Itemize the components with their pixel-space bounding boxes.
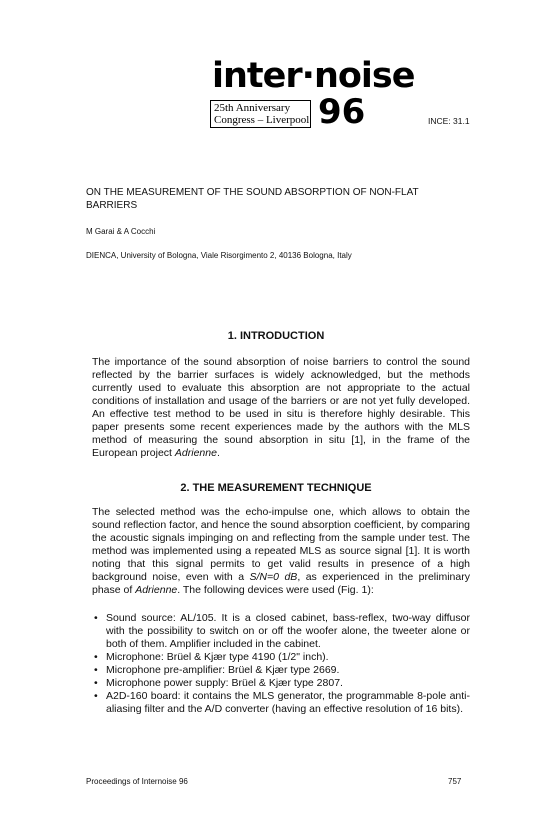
intro-text-end: . [216, 447, 220, 459]
intro-project-name: Adrienne [174, 447, 217, 459]
list-item: • A2D-160 board: it contains the MLS generator, the programmable 8-pole anti-aliasing filter and the A/D converter (having an effective resolution of 16 bits). [92, 690, 470, 716]
anniversary-line-2: Congress – Liverpool [214, 114, 310, 126]
conference-logo: inter·noise [212, 56, 415, 96]
measurement-project-name: Adrienne [135, 584, 178, 596]
paper-title: ON THE MEASUREMENT OF THE SOUND ABSORPTION OF NON-FLAT BARRIERS [86, 187, 419, 211]
paper-authors: M Garai & A Cocchi [86, 227, 156, 236]
measurement-paragraph [92, 506, 470, 597]
paper-code: INCE: 31.1 [428, 116, 470, 126]
anniversary-box [210, 100, 311, 128]
device-list [92, 612, 470, 716]
section-heading-introduction: 1. INTRODUCTION [227, 330, 325, 342]
list-item: • Microphone: Brüel & Kjær type 4190 (1/2" inch). [92, 651, 470, 664]
list-item: • Microphone pre-amplifier: Brüel & Kjær type 2669. [92, 664, 470, 677]
anniversary-line-1: 25th Anniversary [214, 102, 291, 114]
introduction-paragraph [92, 356, 470, 460]
measurement-text-a: The selected method was the echo-impulse one, which allows to obtain the sound reflection factor, and hence the sound absorption coefficient, by comparing the acoustic signals impinging on and reflecting from the sample under test. The method was implemented using a repeated MLS as source signal [1]. It is worth noting that this signal permits to get valid results in presence of a high background noise, even with a [92, 506, 470, 583]
measurement-text-b: , as experienced in the preliminary phase of [92, 571, 470, 596]
paper-affiliation: DIENCA, University of Bologna, Viale Risorgimento 2, 40136 Bologna, Italy [86, 251, 352, 260]
measurement-snr: S/N=0 dB [249, 571, 298, 583]
section-heading-measurement: 2. THE MEASUREMENT TECHNIQUE [180, 482, 372, 494]
measurement-text-c: . The following devices were used (Fig. 1): [177, 584, 374, 596]
page-number: 757 [448, 777, 462, 786]
list-item: • Sound source: AL/105. It is a closed cabinet, bass-reflex, two-way diffusor with the possibility to switch on or off the woofer alone, the tweeter alone or both of them. Amplifier included in the cabinet. [92, 612, 470, 651]
conference-year: 96 [318, 92, 366, 132]
list-item: • Microphone power supply: Brüel & Kjær type 2807. [92, 677, 470, 690]
intro-text: The importance of the sound absorption of noise barriers to control the sound reflected by the barrier surfaces is widely acknowledged, but the methods currently used to evaluate this absorption are not appropriate to the actual conditions of installation and usage of the barriers or are not yet fully developed. An effective test method to be used in situ is therefore highly desirable. This paper presents some recent experiences made by the authors with the MLS method of measuring the sound absorption in situ [1], in the frame of the European project [92, 356, 470, 459]
footer-proceedings: Proceedings of Internoise 96 [86, 777, 188, 786]
